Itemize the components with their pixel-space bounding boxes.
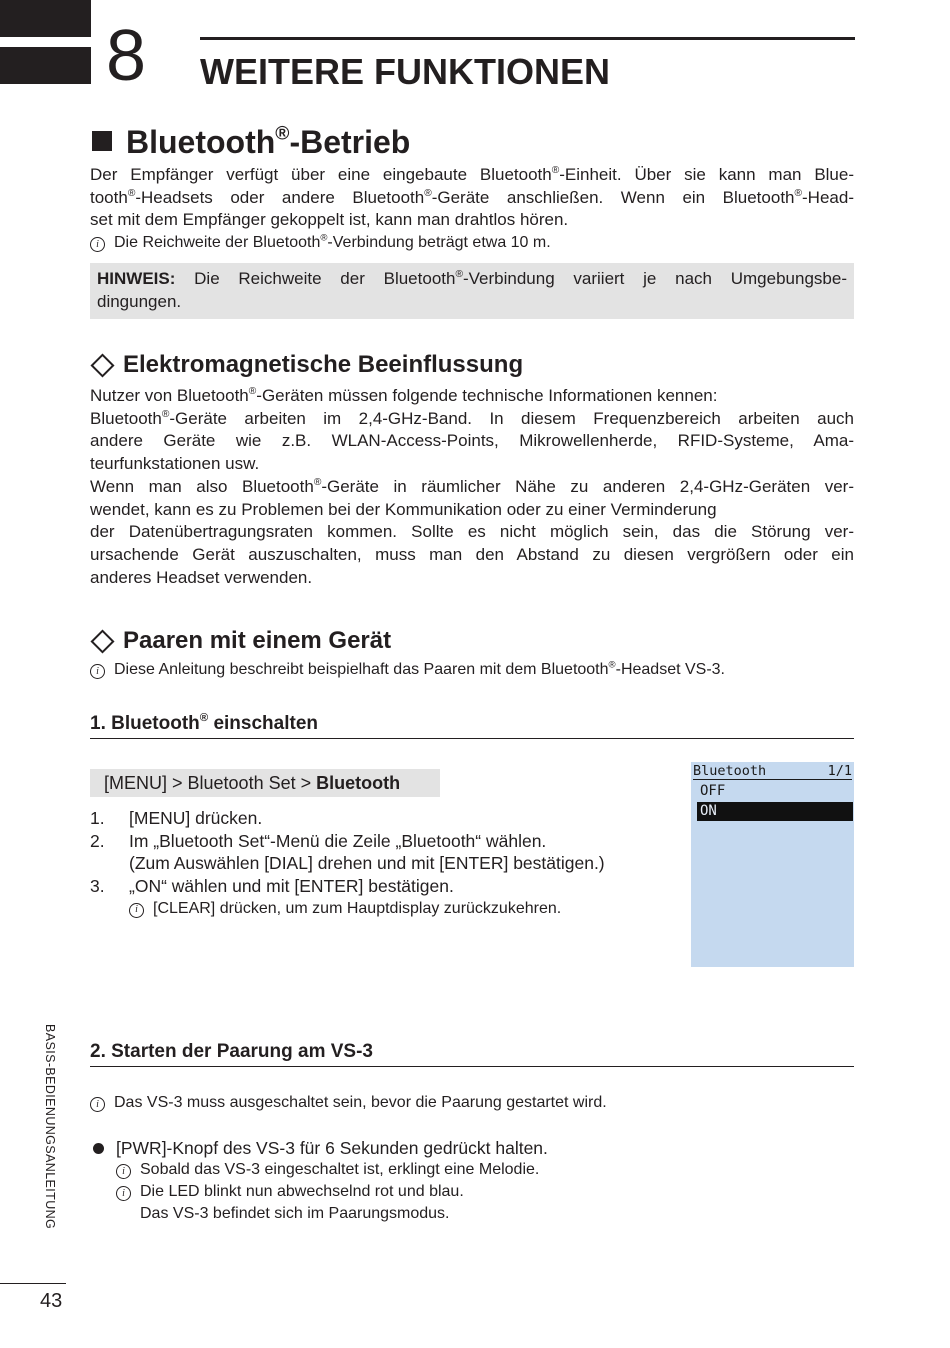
step1-list [90,807,680,920]
pair-note: i Diese Anleitung beschreibt beispielhaft das Paaren mit dem Bluetooth®-Headset VS-3. [90,659,854,681]
step2-note: i Das VS-3 muss ausgeschaltet sein, bevor die Paarung gestartet wird. [90,1092,854,1114]
page-number-rule [0,1283,66,1284]
page-number: 43 [40,1290,63,1312]
emi-paragraph: Nutzer von Bluetooth®-Geräten müssen folgende technische Informationen kennen: Bluetooth®-Geräte arbeiten im 2,4-GHz-Band. In diesem Frequenzbereich arbeiten auch andere Geräte wie z.B. WLAN-Access-Points, Mikrowellenherde, RFID-Systeme, Ama- teurfunkstationen usw. Wenn man also Bluetooth®-Geräte in räumlicher Nähe zu anderen 2,4-GHz-Geräten ver- wendet, kann es zu Problemen bei der Kommunikation oder zu einer Verminderung der Datenübertragungsraten kommen. Sollte es nicht möglich sein, das die Störung ver- ursachende Gerät auszuschalten, muss man den Abstand zu diesen vergrößern oder ein anderes Headset verwenden. [90,385,854,587]
diamond-icon [90,353,114,377]
intro-paragraph: Der Empfänger verfügt über eine eingebaute Bluetooth®-Einheit. Über sie kann man Blue- tooth®-Headsets oder andere Bluetooth®-Geräte anschließen. Wenn ein Bluetooth®-Head- set mit dem Empfänger gekoppelt ist, kann man drahtlos hören. i Die Reichweite der Bluetooth®-Verbindung beträgt etwa 10 m. [90,164,854,254]
square-bullet-icon [92,131,112,151]
chapter-title: WEITERE FUNKTIONEN [200,51,610,92]
info-icon: i [116,1164,131,1179]
header-bar-bottom [0,47,91,84]
info-icon: i [90,237,105,252]
header-bar-top [0,0,91,37]
step1-note: i [CLEAR] drücken, um zum Hauptdisplay zurückzukehren. [90,898,680,920]
list-item: 1. [MENU] drücken. [90,808,263,828]
chapter-rule [200,37,855,40]
lcd-header: Bluetooth 1/1 [693,763,852,779]
section-title: Bluetooth®-Betrieb [92,122,410,162]
info-icon: i [129,903,144,918]
info-icon: i [90,1097,105,1112]
step2-bullet: [PWR]-Knopf des VS-3 für 6 Sekunden gedrückt halten. [90,1137,854,1160]
lcd-option-on-selected: ON [697,802,853,821]
intro-note: i Die Reichweite der Bluetooth®-Verbindung beträgt etwa 10 m. [90,232,854,254]
list-item: 2. Im „Bluetooth Set“-Menü die Zeile „Bluetooth“ wählen. (Zum Auswählen [DIAL] drehen und mit [ENTER] bestätigen.) [90,830,605,874]
chapter-number: 8 [106,16,147,96]
info-icon: i [90,664,105,679]
lcd-display [691,762,854,967]
hinweis-label: HINWEIS: [97,269,176,288]
hinweis-box: HINWEIS: Die Reichweite der Bluetooth®-Verbindung variiert je nach Umgebungsbe- dingungen. [90,263,854,319]
menu-path: [MENU] > Bluetooth Set > Bluetooth [90,769,440,797]
lcd-option-off: OFF [700,783,726,799]
pair-heading: Paaren mit einem Gerät [90,626,391,656]
diamond-icon [90,629,114,653]
bullet-dot-icon [93,1143,104,1154]
step2-heading: 2. Starten der Paarung am VS-3 [90,1040,854,1067]
info-icon: i [116,1186,131,1201]
step1-heading: 1. Bluetooth® einschalten [90,712,854,739]
side-label: BASIS-BEDIENUNGSANLEITUNG [43,1024,57,1230]
step2-subnotes: i Sobald das VS-3 eingeschaltet ist, erklingt eine Melodie. i Die LED blinkt nun abwechselnd rot und blau. Das VS-3 befindet sich im Paarungsmodus. [116,1159,816,1225]
emi-heading: Elektromagnetische Beeinflussung [90,350,523,380]
list-item: 3. „ON“ wählen und mit [ENTER] bestätigen. [90,876,454,897]
